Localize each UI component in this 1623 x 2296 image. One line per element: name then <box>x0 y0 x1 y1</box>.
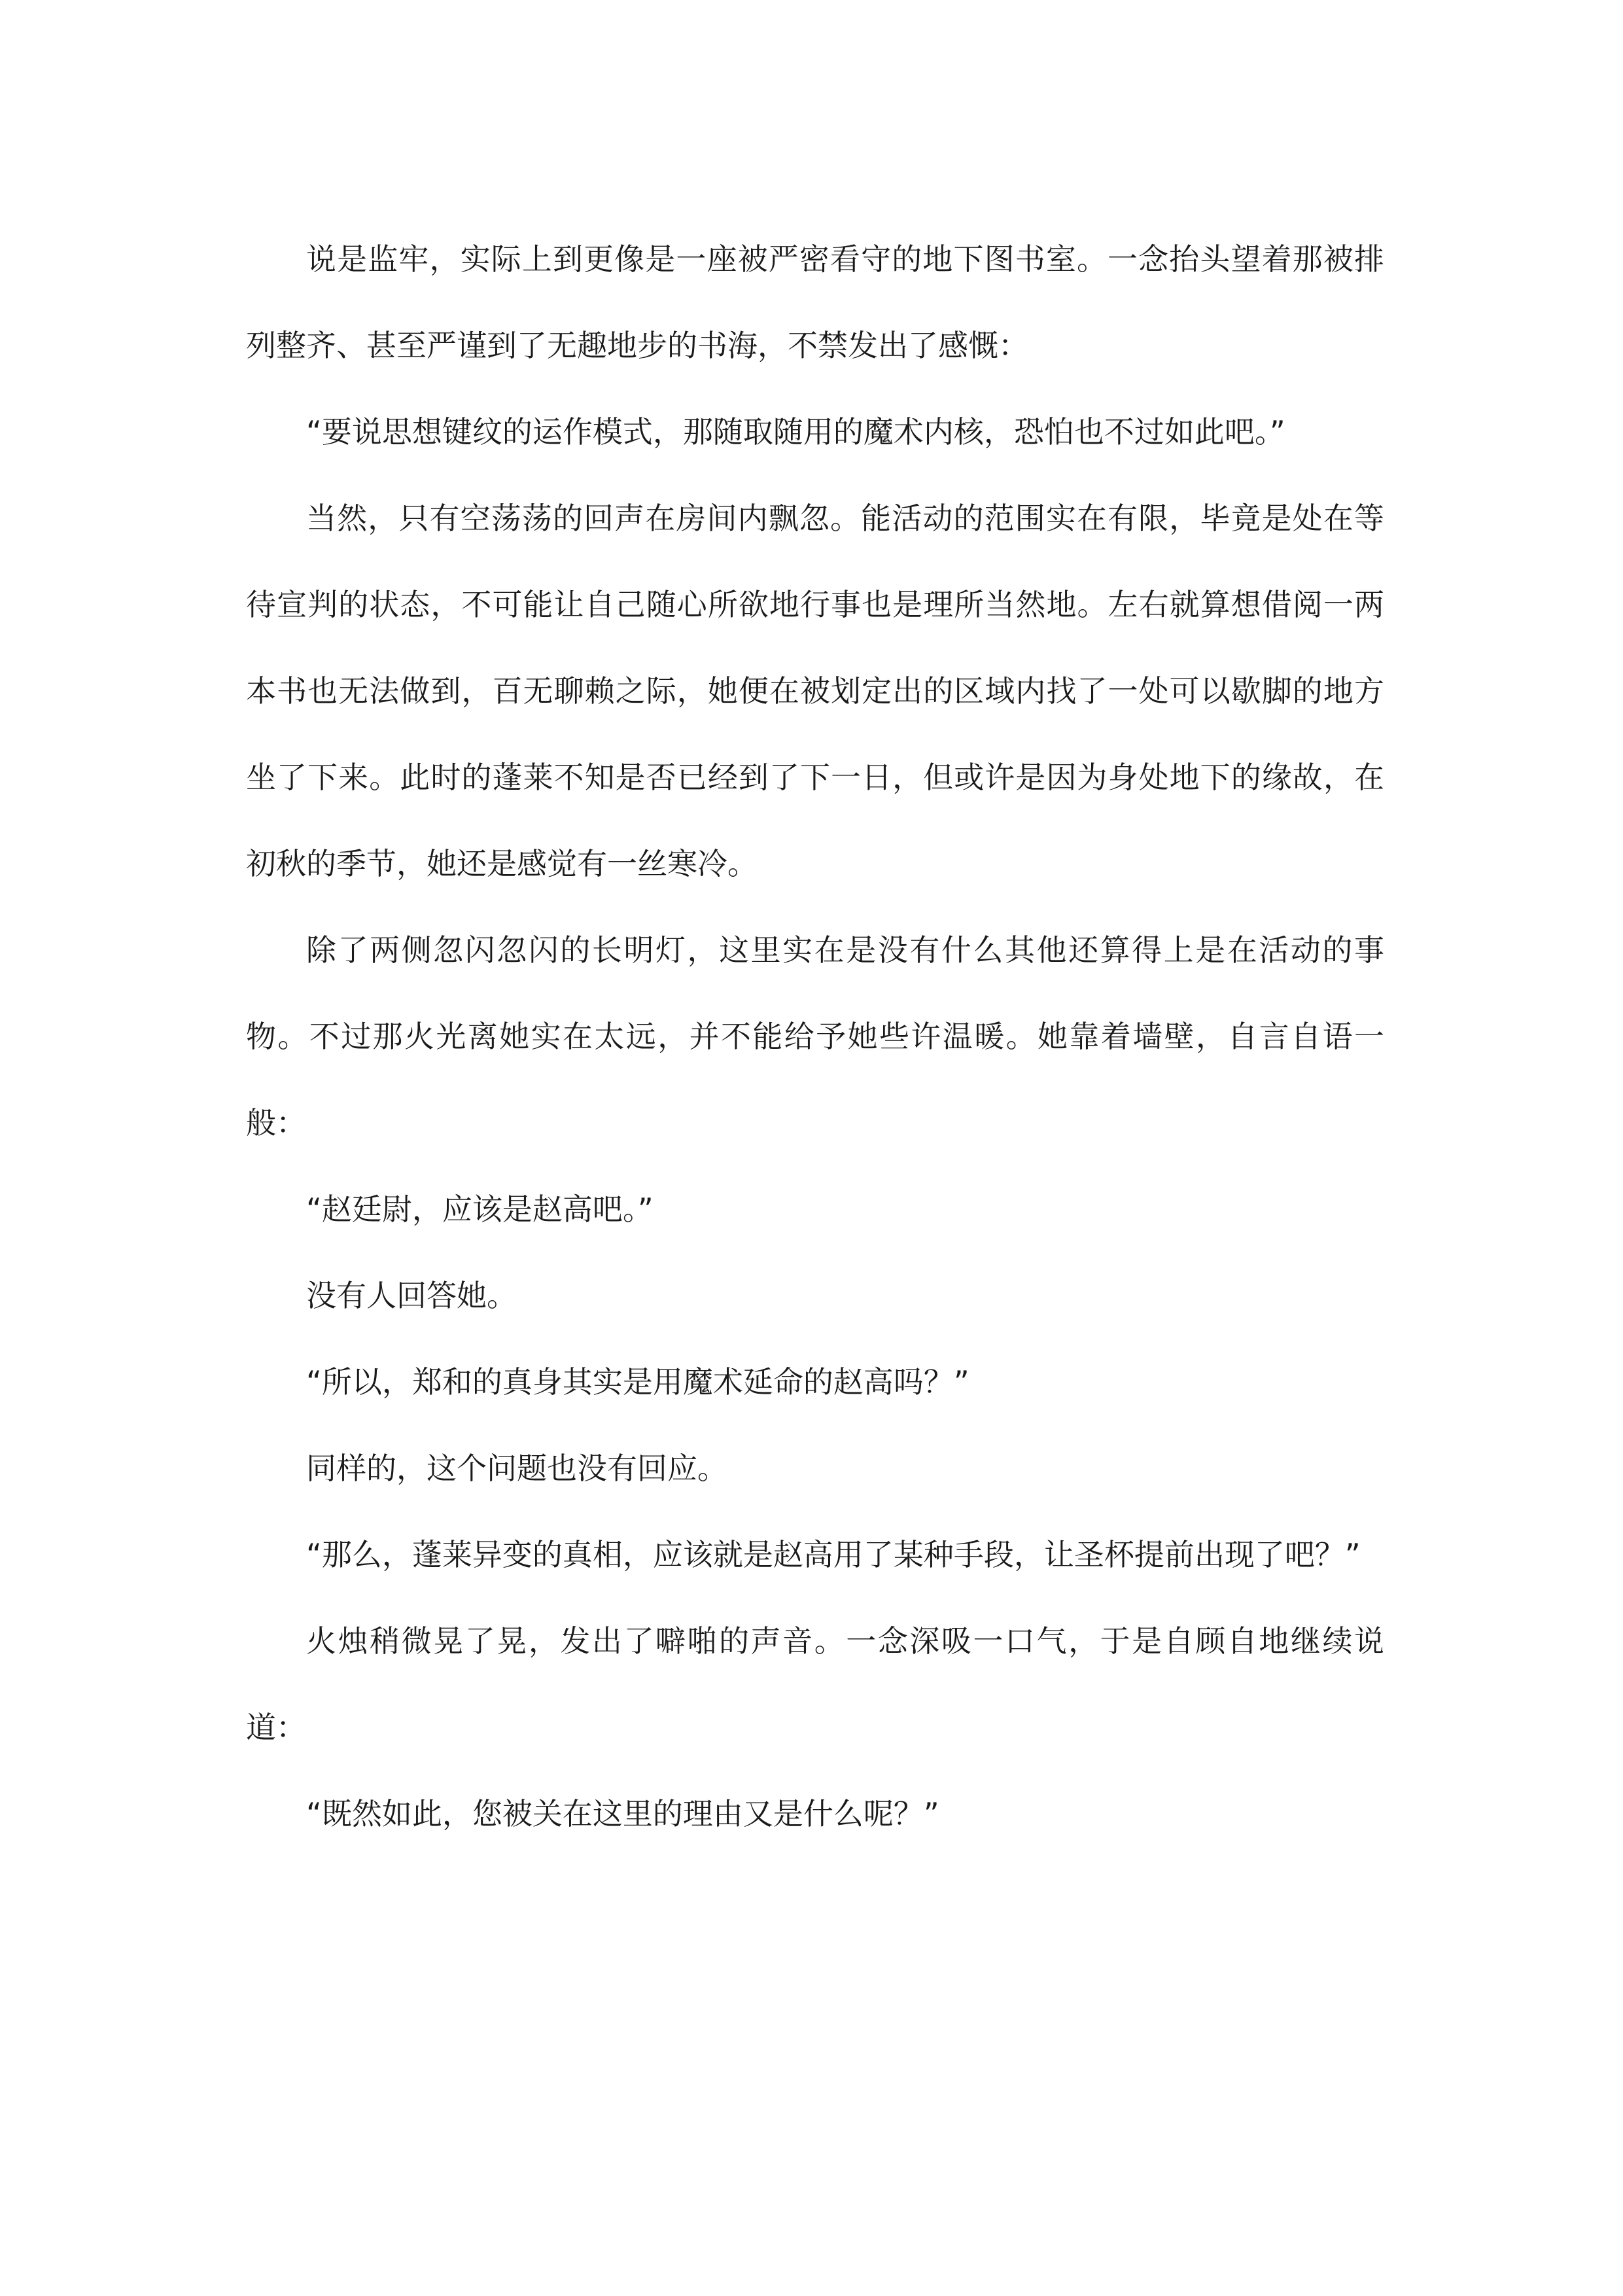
document-body <box>246 216 1384 1857</box>
paragraph: “那么，蓬莱异变的真相，应该就是赵高用了某种手段，让圣杯提前出现了吧？” <box>306 1537 1361 1572</box>
paragraph: “既然如此，您被关在这里的理由又是什么呢？” <box>306 1796 939 1831</box>
paragraph: “要说思想键纹的运作模式，那随取随用的魔术内核，恐怕也不过如此吧。” <box>306 414 1285 450</box>
paragraph: 当然，只有空荡荡的回声在房间内飘忽。能活动的范围实在有限，毕竟是处在等待宣判的状态，不可能让自己随心所欲地行事也是理所当然地。左右就算想借阅一两本书也无法做到，百无聊赖之际，她便在被划定出的区域内找了一处可以歇脚的地方坐了下来。此时的蓬莱不知是否已经到了下一日，但或许是因为身处地下的缘故，在初秋的季节，她还是感觉有一丝寒冷。 <box>246 501 1384 881</box>
paragraph: “所以，郑和的真身其实是用魔术延命的赵高吗？” <box>306 1364 969 1400</box>
paragraph: 说是监牢，实际上到更像是一座被严密看守的地下图书室。一念抬头望着那被排列整齐、甚至严谨到了无趣地步的书海，不禁发出了感慨： <box>246 241 1384 363</box>
paragraph: 没有人回答她。 <box>306 1278 517 1313</box>
paragraph: “赵廷尉，应该是赵高吧。” <box>306 1192 654 1227</box>
paragraph: 同样的，这个问题也没有回应。 <box>306 1451 727 1486</box>
paragraph: 除了两侧忽闪忽闪的长明灯，这里实在是没有什么其他还算得上是在活动的事物。不过那火光离她实在太远，并不能给予她些许温暖。她靠着墙壁，自言自语一般： <box>246 932 1384 1140</box>
paragraph: 火烛稍微晃了晃，发出了噼啪的声音。一念深吸一口气，于是自顾自地继续说道： <box>246 1623 1384 1745</box>
